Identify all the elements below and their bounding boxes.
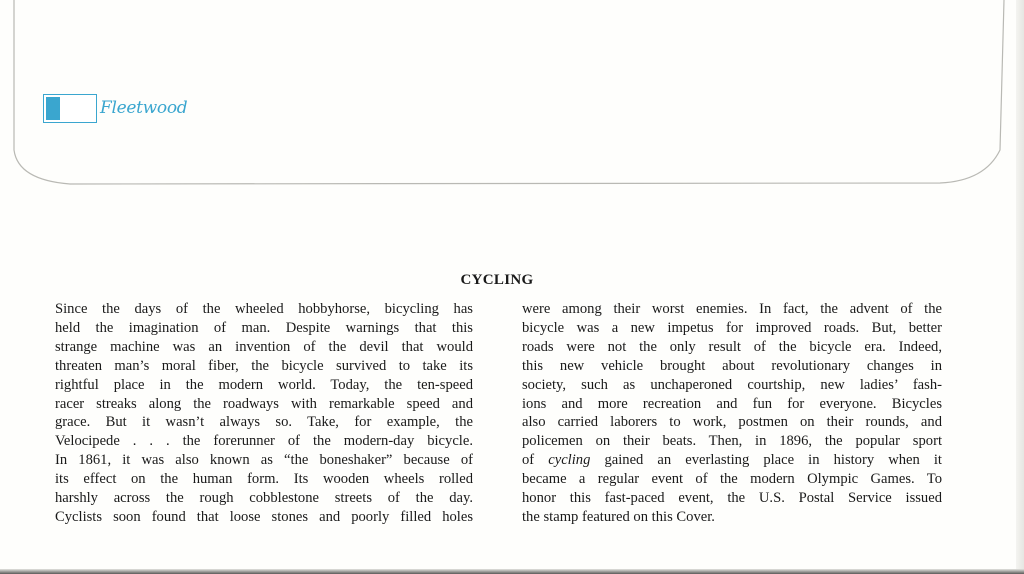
text-line: roads were not the only result of the bicycle era. Indeed, bbox=[522, 338, 942, 355]
text-line: In 1861, it was also known as “the boneshaker” because of bbox=[55, 452, 473, 469]
envelope-bottom-edge bbox=[0, 569, 1024, 574]
text-line: the stamp featured on this Cover. bbox=[522, 508, 715, 525]
text-line: harshly across the rough cobblestone streets of the day. bbox=[55, 490, 473, 507]
text-line: held the imagination of man. Despite warnings that this bbox=[55, 319, 473, 336]
text-line: bicycle was a new impetus for improved roads. But, better bbox=[522, 319, 942, 336]
article-column-right bbox=[522, 300, 942, 527]
text-line: ions and more recreation and fun for everyone. Bicycles bbox=[522, 395, 942, 412]
text-line: this new vehicle brought about revolutionary changes in bbox=[522, 357, 942, 374]
text-line: of cycling gained an everlasting place in history when it bbox=[522, 452, 942, 469]
text-line: were among their worst enemies. In fact, the advent of the bbox=[522, 301, 942, 317]
brand-name: Fleetwood bbox=[100, 98, 188, 118]
envelope-right-edge bbox=[1016, 0, 1024, 574]
text-line: became a regular event of the modern Olympic Games. To bbox=[522, 471, 942, 488]
text-line: Cyclists soon found that loose stones and poorly filled holes bbox=[55, 508, 473, 525]
text-line: racer streaks along the roadways with remarkable speed and bbox=[55, 395, 473, 412]
text-line: Since the days of the wheeled hobbyhorse, bicycling has bbox=[55, 301, 473, 317]
text-line: Velocipede . . . the forerunner of the modern-day bicycle. bbox=[55, 433, 473, 450]
text-line: threaten man’s moral fiber, the bicycle survived to take its bbox=[55, 357, 473, 374]
text-line: grace. But it wasn’t always so. Take, for example, the bbox=[55, 414, 473, 431]
text-line: policemen on their beats. Then, in 1896, the popular sport bbox=[522, 433, 942, 450]
article-title: CYCLING bbox=[460, 272, 534, 288]
brand-logo bbox=[43, 93, 187, 124]
text-line: also carried laborers to work, postmen on their rounds, and bbox=[522, 414, 942, 431]
text-line: strange machine was an invention of the devil that would bbox=[55, 338, 473, 355]
text-line: its effect on the human form. Its wooden wheels rolled bbox=[55, 471, 473, 488]
brand-logo-mark bbox=[43, 94, 97, 123]
text-line: society, such as unchaperoned courtship, new ladies’ fash- bbox=[522, 376, 942, 393]
article-column-left bbox=[55, 300, 473, 527]
text-line: honor this fast-paced event, the U.S. Postal Service issued bbox=[522, 490, 942, 507]
text-line: rightful place in the modern world. Today, the ten-speed bbox=[55, 376, 473, 393]
